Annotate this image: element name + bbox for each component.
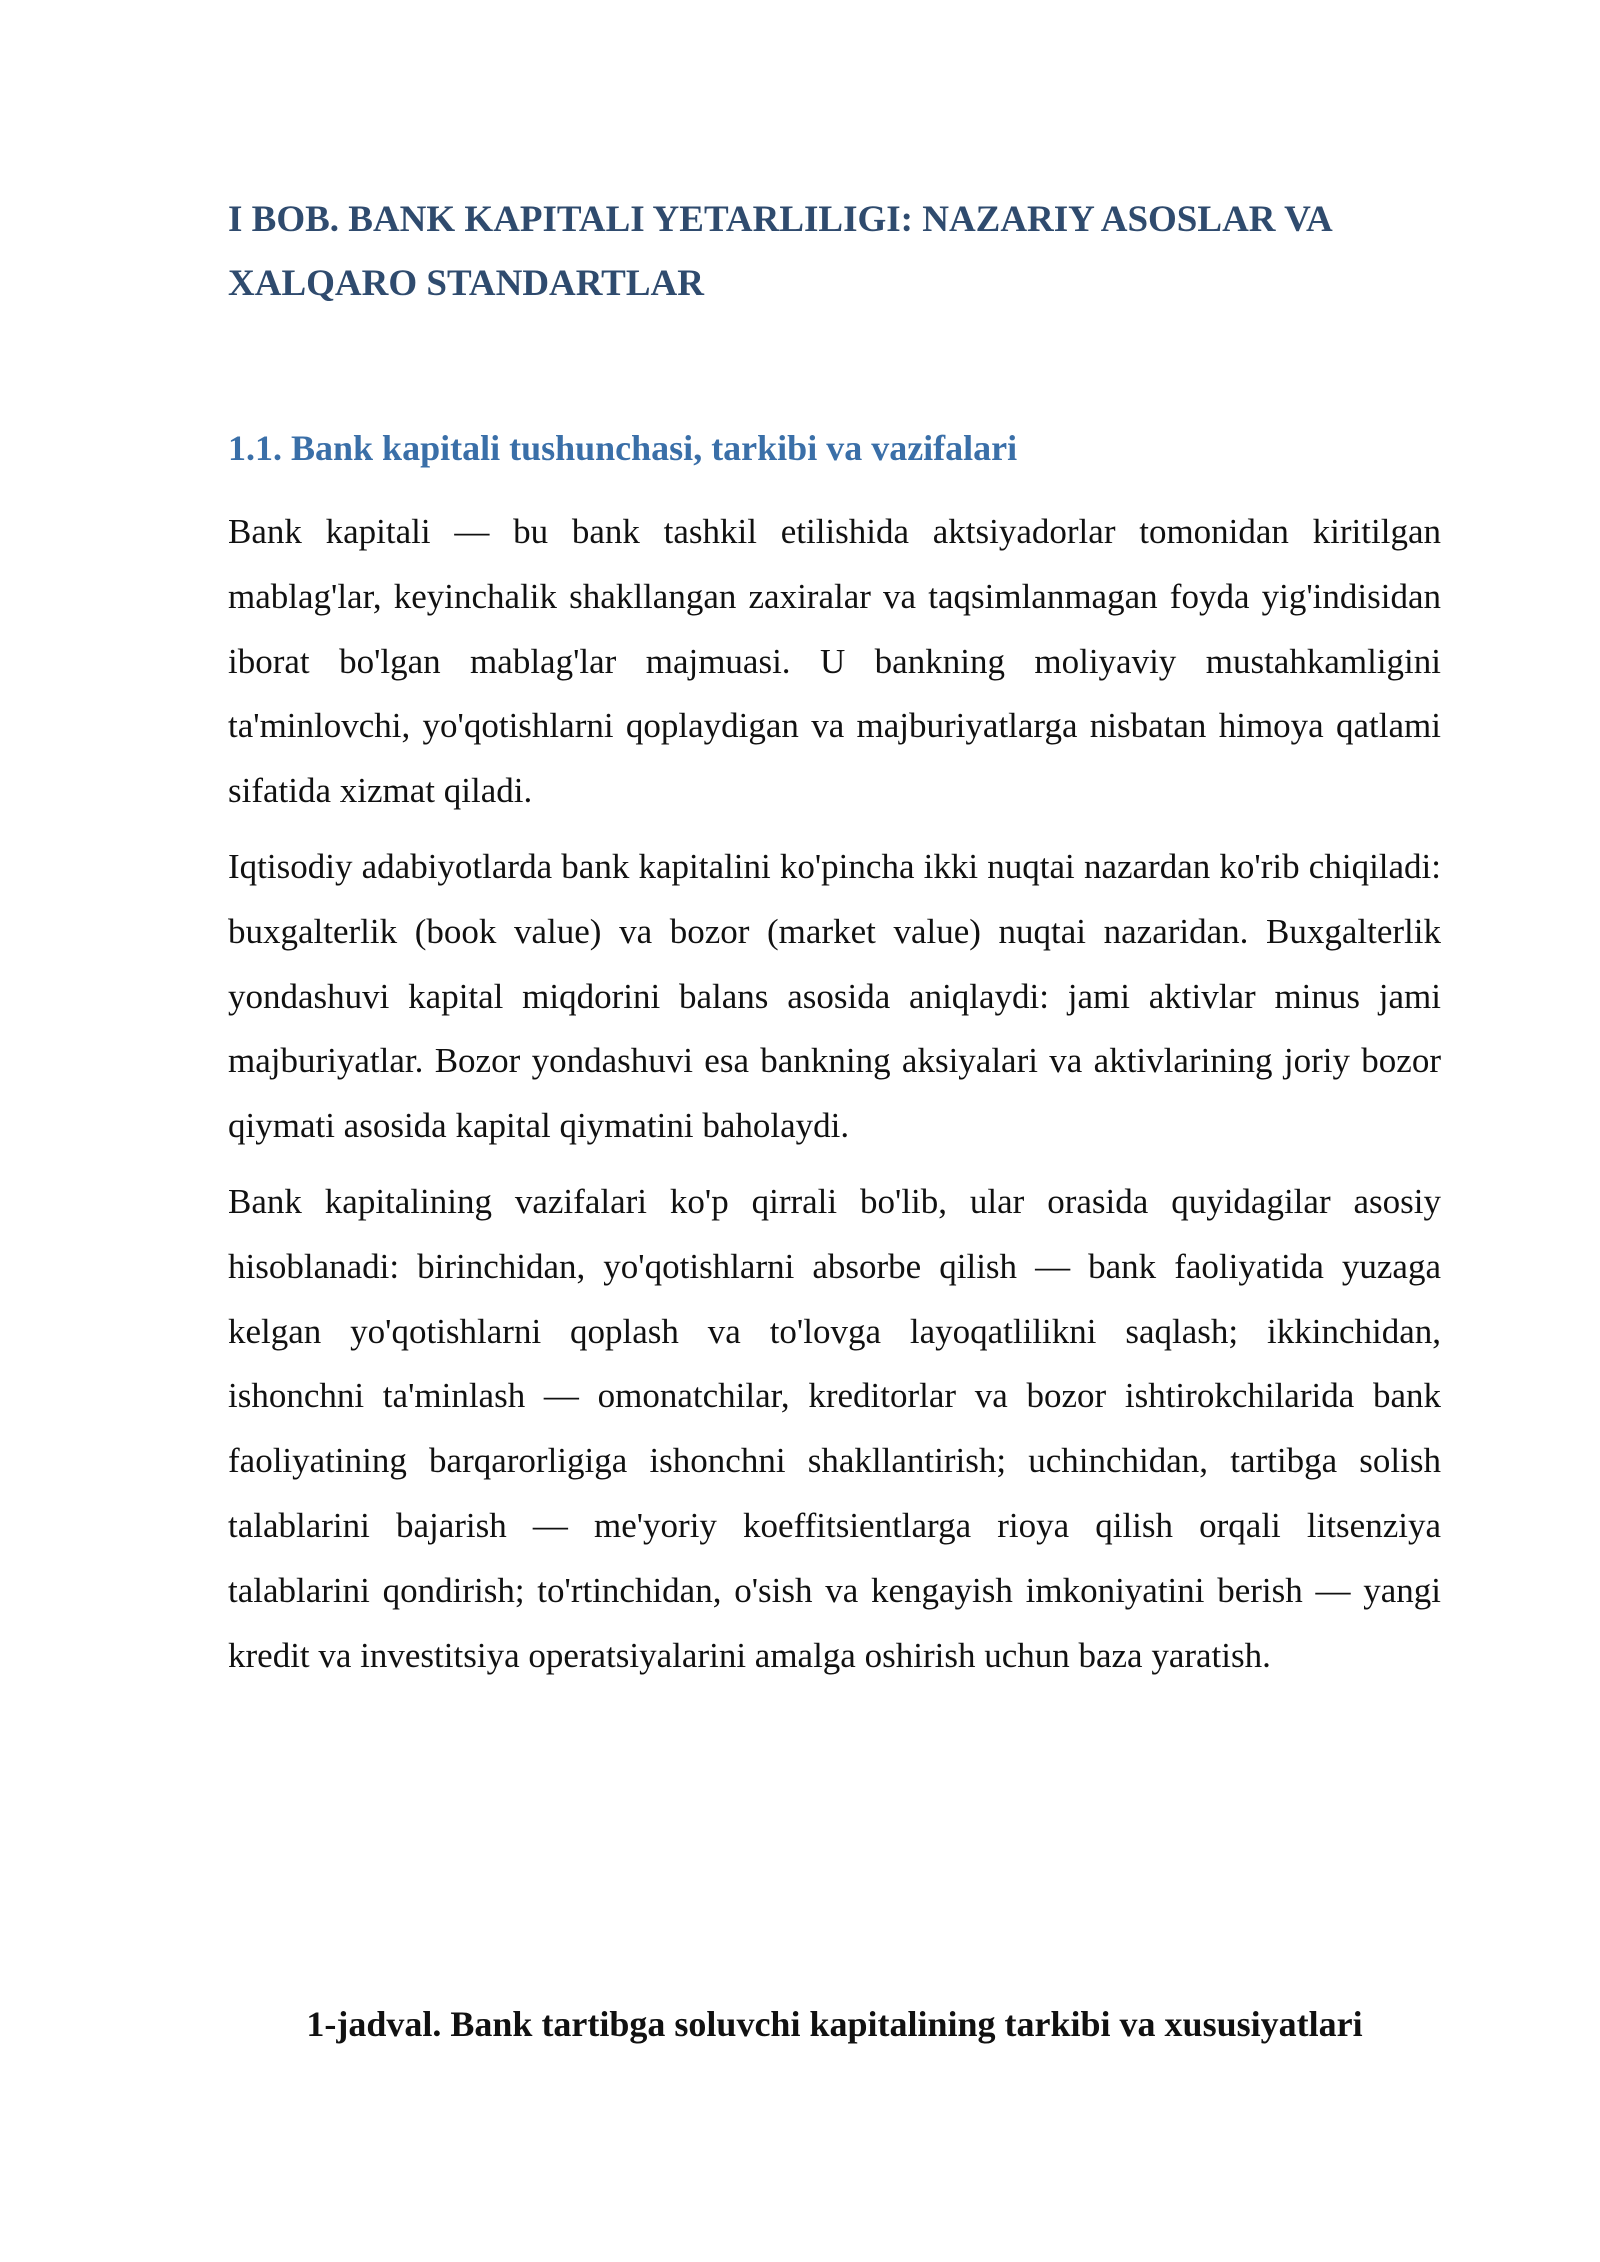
body-paragraph: Iqtisodiy adabiyotlarda bank kapitalini ko'pincha ikki nuqtai nazardan ko'rib chiqiladi: buxgalterlik (book value) va bozor (market value) nuqtai nazaridan. Buxgalterlik yondashuvi kapital miqdorini balans asosida aniqlaydi: jami aktivlar minus jami majburiyatlar. Bozor yondashuvi esa bankning aksiyalari va aktivlarining joriy bozor qiymati asosida kapital qiymatini baholaydi. <box>228 847 1441 1146</box>
table-caption: 1-jadval. Bank tartibga soluvchi kapitalining tarkibi va xususiyatlari <box>306 2004 1363 2044</box>
body-paragraph: Bank kapitalining vazifalari ko'p qirrali bo'lib, ular orasida quyidagilar asosiy hisoblanadi: birinchidan, yo'qotishlarni absorbe qilish — bank faoliyatida yuzaga kelgan yo'qotishlarni qoplash va to'lovga layoqatlilikni saqlash; ikkinchidan, ishonchni ta'minlash — omonatchilar, kreditorlar va bozor ishtirokchilarida bank faoliyatining barqarorligiga ishonchni shakllantirish; uchinchidan, tartibga solish talablarini bajarish — me'yoriy koeffitsientlarga rioya qilish orqali litsenziya talablarini qondirish; to'rtinchidan, o'sish va kengayish imkoniyatini berish — yangi kredit va investitsiya operatsiyalarini amalga oshirish uchun baza yaratish. <box>228 1182 1441 1675</box>
section-title: 1.1. Bank kapitali tushunchasi, tarkibi va vazifalari <box>228 428 1018 468</box>
body-paragraph: Bank kapitali — bu bank tashkil etilishida aktsiyadorlar tomonidan kiritilgan mablag'lar, keyinchalik shakllangan zaxiralar va taqsimlanmagan foyda yig'indisidan iborat bo'lgan mablag'lar majmuasi. U bankning moliyaviy mustahkamligini ta'minlovchi, yo'qotishlarni qoplaydigan va majburiyatlarga nisbatan himoya qatlami sifatida xizmat qiladi. <box>228 512 1441 811</box>
chapter-title: I BOB. BANK KAPITALI YETARLILIGI: NAZARIY ASOSLAR VA XALQARO STANDARTLAR <box>228 199 1331 304</box>
